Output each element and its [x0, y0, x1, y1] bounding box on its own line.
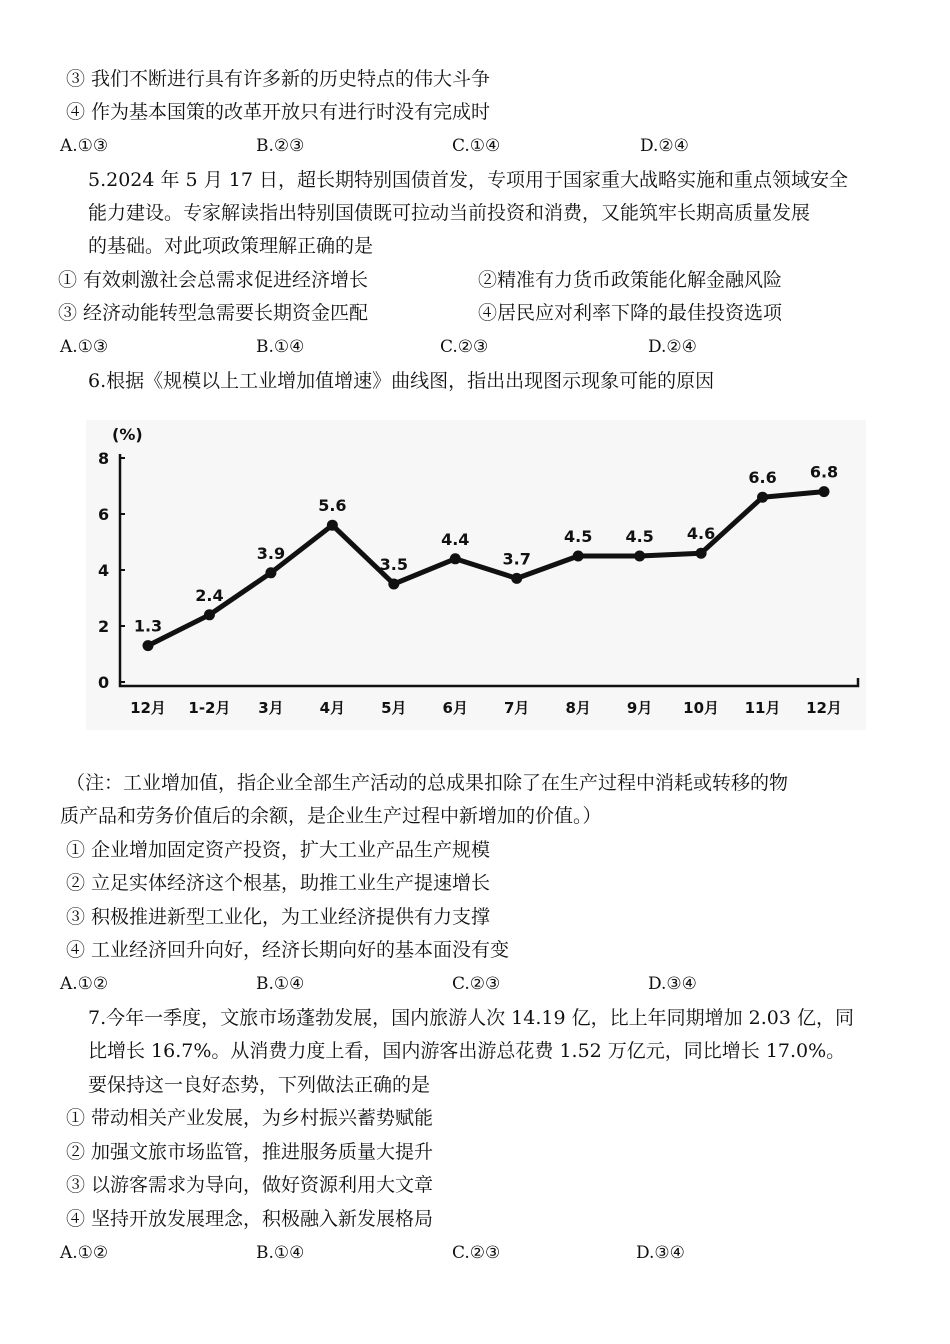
- data-label: 4.4: [441, 529, 470, 549]
- x-tick-label: 9月: [626, 699, 653, 717]
- q6-item-4: ④ 工业经济回升向好，经济长期向好的基本面没有变: [66, 939, 510, 961]
- q5-option-a: A.①③: [60, 337, 109, 357]
- data-label: 3.9: [256, 543, 286, 563]
- q6-note-line-1: （注：工业增加值，指企业全部生产活动的总成果扣除了在生产过程中消耗或转移的物: [66, 772, 789, 794]
- data-point: [265, 567, 276, 578]
- data-point: [327, 520, 338, 531]
- q7-item-1: ① 带动相关产业发展，为乡村振兴蓄势赋能: [66, 1107, 434, 1129]
- q7-item-3: ③ 以游客需求为导向，做好资源利用大文章: [66, 1174, 434, 1196]
- data-point: [143, 640, 154, 651]
- data-point: [204, 609, 215, 620]
- data-label: 2.4: [195, 585, 224, 605]
- data-point: [388, 579, 399, 590]
- q6-note-line-2: 质产品和劳务价值后的余额，是企业生产过程中新增加的价值。）: [60, 805, 602, 827]
- x-tick-label: 8月: [565, 699, 591, 717]
- q5-item-1: ① 有效刺激社会总需求促进经济增长: [58, 269, 369, 291]
- q6-item-3: ③ 积极推进新型工业化，为工业经济提供有力支撑: [66, 906, 491, 928]
- data-point: [819, 486, 830, 497]
- q6-item-2: ② 立足实体经济这个根基，助推工业生产提速增长: [66, 872, 491, 894]
- data-point: [634, 551, 645, 562]
- data-label: 5.6: [318, 496, 347, 516]
- data-point: [696, 548, 707, 559]
- q5-stem-line-3: 的基础。对此项政策理解正确的是: [88, 235, 374, 257]
- y-unit-label: (%): [112, 425, 143, 444]
- y-tick-label: 4: [98, 561, 110, 580]
- x-axis: [120, 678, 858, 686]
- x-tick-label: 12月: [130, 699, 166, 717]
- q7-option-b: B.①④: [256, 1243, 305, 1263]
- q7-stem-line-2: 比增长 16.7%。从消费力度上看，国内游客出游总花费 1.52 万亿元，同比增长 17.0%。: [88, 1040, 846, 1062]
- q4-item-3: ③ 我们不断进行具有许多新的历史特点的伟大斗争: [66, 68, 491, 90]
- q5-stem-line-1: 5.2024 年 5 月 17 日，超长期特别国债首发，专项用于国家重大战略实施和重点领域安全: [88, 169, 848, 191]
- data-label: 4.5: [564, 527, 593, 546]
- q4-item-4: ④ 作为基本国策的改革开放只有进行时没有完成时: [66, 101, 491, 123]
- x-tick-label: 12月: [806, 699, 842, 717]
- q5-item-4: ④居民应对利率下降的最佳投资选项: [478, 302, 783, 324]
- data-label: 3.5: [379, 555, 408, 574]
- data-label: 6.8: [809, 462, 839, 482]
- x-tick-label: 3月: [258, 699, 284, 717]
- y-tick-label: 0: [98, 673, 110, 692]
- x-tick-label: 11月: [744, 699, 781, 717]
- x-tick-label: 6月: [442, 699, 468, 717]
- q6-option-c: C.②③: [452, 974, 501, 994]
- q4-option-d: D.②④: [640, 136, 689, 156]
- data-label: 4.5: [625, 527, 654, 546]
- q7-stem-line-3: 要保持这一良好态势，下列做法正确的是: [88, 1074, 431, 1096]
- q5-item-3: ③ 经济动能转型急需要长期资金匹配: [58, 302, 369, 324]
- q7-item-2: ② 加强文旅市场监管，推进服务质量大提升: [66, 1141, 434, 1163]
- q7-option-a: A.①②: [60, 1243, 109, 1263]
- q6-option-a: A.①②: [60, 974, 109, 994]
- x-tick-label: 10月: [683, 699, 720, 717]
- industrial-growth-chart: [86, 420, 866, 730]
- q7-option-d: D.③④: [636, 1243, 685, 1263]
- q4-option-b: B.②③: [256, 136, 305, 156]
- data-point: [511, 573, 522, 584]
- x-tick-label: 7月: [504, 699, 530, 717]
- q7-option-c: C.②③: [452, 1243, 501, 1263]
- x-tick-label: 1-2月: [188, 699, 231, 717]
- data-label: 4.6: [686, 524, 716, 544]
- x-tick-label: 4月: [319, 699, 346, 717]
- y-tick-label: 2: [98, 617, 110, 636]
- q6-option-d: D.③④: [648, 974, 697, 994]
- q5-option-b: B.①④: [256, 337, 305, 357]
- data-point: [757, 492, 768, 503]
- q6-option-b: B.①④: [256, 974, 305, 994]
- q6-item-1: ① 企业增加固定资产投资，扩大工业产品生产规模: [66, 839, 491, 861]
- data-point: [450, 553, 461, 564]
- data-point: [573, 551, 584, 562]
- q5-option-c: C.②③: [440, 337, 489, 357]
- x-tick-label: 5月: [381, 699, 407, 717]
- q6-stem: 6.根据《规模以上工业增加值增速》曲线图，指出出现图示现象可能的原因: [88, 370, 715, 392]
- data-label: 1.3: [133, 616, 163, 636]
- data-label: 6.6: [748, 468, 777, 488]
- y-tick-label: 8: [98, 449, 110, 468]
- series-line: [148, 492, 824, 646]
- data-label: 3.7: [502, 549, 531, 569]
- q5-option-d: D.②④: [648, 337, 697, 357]
- q7-stem-line-1: 7.今年一季度，文旅市场蓬勃发展，国内旅游人次 14.19 亿，比上年同期增加 2.03 亿，同: [88, 1007, 854, 1029]
- q5-stem-line-2: 能力建设。专家解读指出特别国债既可拉动当前投资和消费，又能筑牢长期高质量发展: [88, 202, 811, 224]
- q4-option-a: A.①③: [60, 136, 109, 156]
- q7-item-4: ④ 坚持开放发展理念，积极融入新发展格局: [66, 1208, 434, 1230]
- y-tick-label: 6: [98, 505, 110, 524]
- q5-item-2: ②精准有力货币政策能化解金融风险: [478, 269, 783, 291]
- q4-option-c: C.①④: [452, 136, 501, 156]
